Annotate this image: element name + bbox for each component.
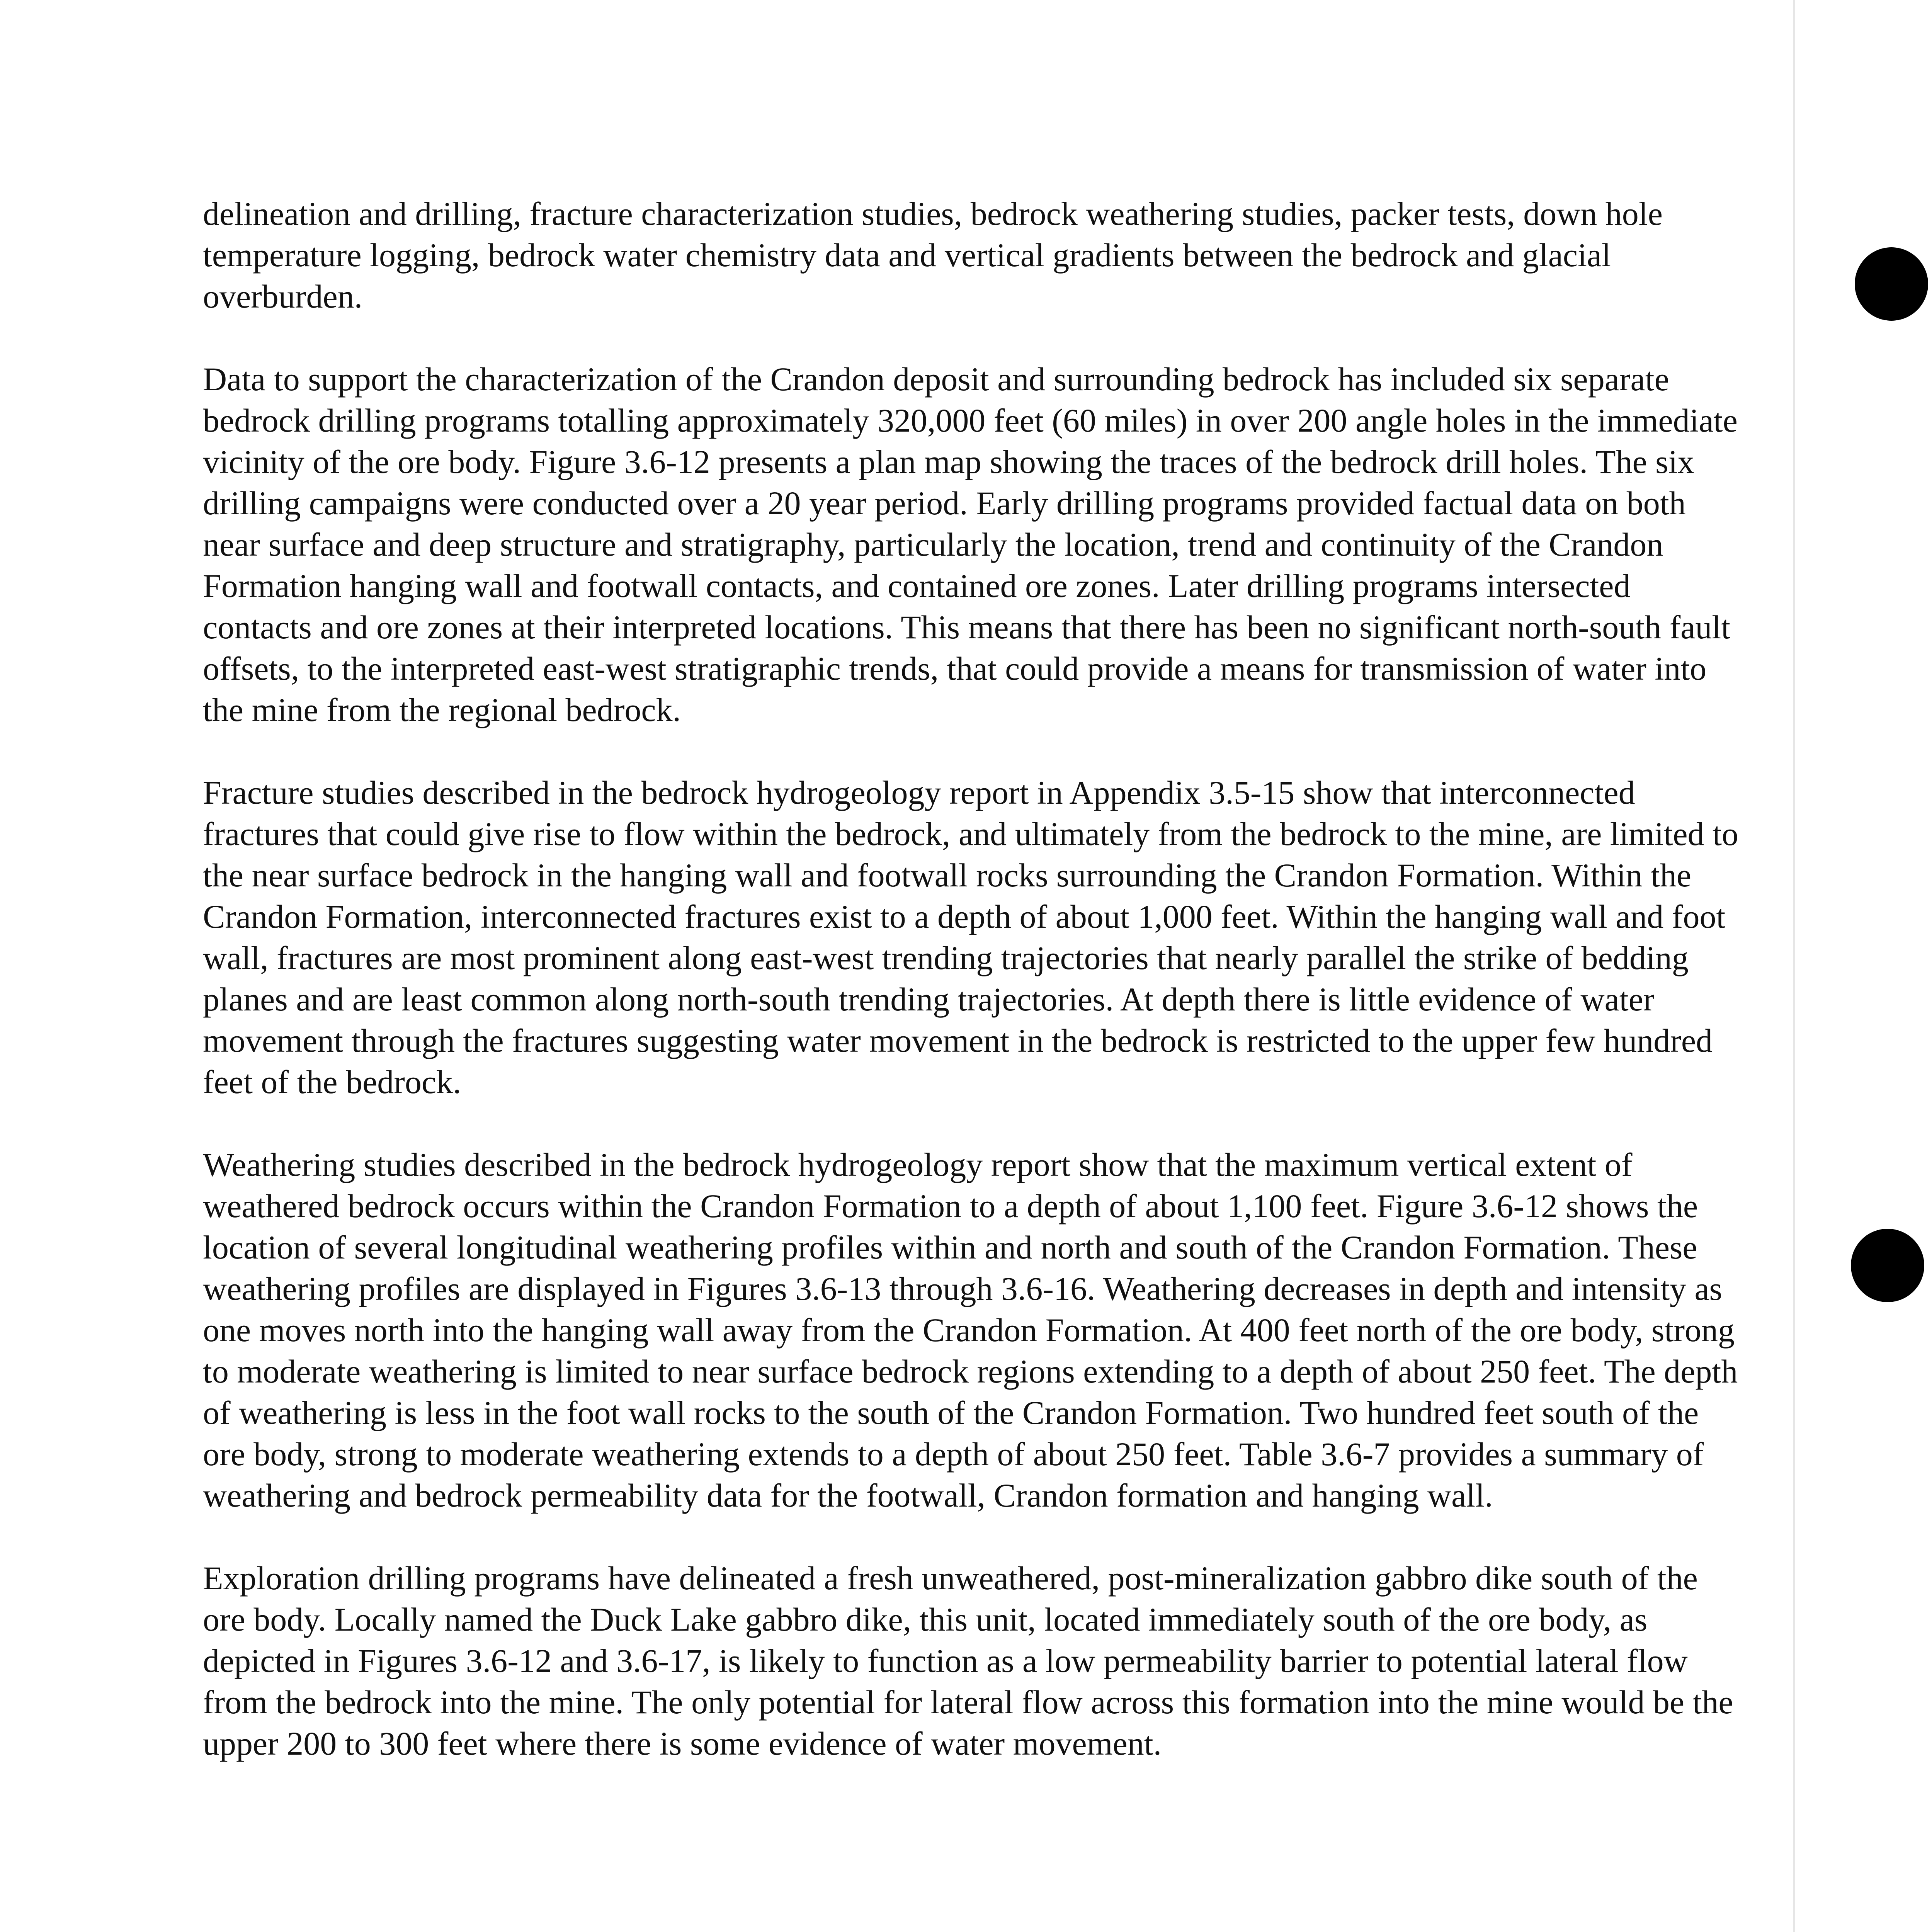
punch-hole-middle — [1851, 1229, 1924, 1302]
paragraph-3: Fracture studies described in the bedrock hydrogeology report in Appendix 3.5-15 show that interconnected fractures that could give rise to flow within the bedrock, and ultimately from the bedrock to the mine, are limited to the near surface bedrock in the hanging wall and footwall rocks surrounding the Crandon Formation. Within the Crandon Formation, interconnected fractures exist to a depth of about 1,000 feet. Within the hanging wall and foot wall, fractures are most prominent along east-west trending trajectories that nearly parallel the strike of bedding planes and are least common along north-south trending trajectories. At depth there is little evidence of water movement through the fractures suggesting water movement in the bedrock is restricted to the upper few hundred feet of the bedrock. — [203, 774, 1738, 1100]
paragraph-5: Exploration drilling programs have delineated a fresh unweathered, post-mineralization gabbro dike south of the ore body. Locally named the Duck Lake gabbro dike, this unit, located immediately south of the ore body, as depicted in Figures 3.6-12 and 3.6-17, is likely to function as a low permeability barrier to potential lateral flow from the bedrock into the mine. The only potential for lateral flow across this formation into the mine would be the upper 200 to 300 feet where there is some evidence of water movement. — [203, 1560, 1733, 1762]
page-edge-shadow — [1793, 0, 1795, 1932]
paragraph-1: delineation and drilling, fracture characterization studies, bedrock weathering studies, packer tests, down hole temperature logging, bedrock water chemistry data and vertical gradients between the bedrock and glacial overburden. — [203, 195, 1663, 315]
paragraph-2: Data to support the characterization of the Crandon deposit and surrounding bedrock has included six separate bedrock drilling programs totalling approximately 320,000 feet (60 miles) in over 200 angle holes in the immediate vicinity of the ore body. Figure 3.6-12 presents a plan map showing the traces of the bedrock drill holes. The six drilling campaigns were conducted over a 20 year period. Early drilling programs provided factual data on both near surface and deep structure and stratigraphy, particularly the location, trend and continuity of the Crandon Formation hanging wall and footwall contacts, and contained ore zones. Later drilling programs intersected contacts and ore zones at their interpreted locations. This means that there has been no significant north-south fault offsets, to the interpreted east-west stratigraphic trends, that could provide a means for transmission of water into the mine from the regional bedrock. — [203, 361, 1738, 728]
paragraph-4: Weathering studies described in the bedrock hydrogeology report show that the maximum vertical extent of weathered bedrock occurs within the Crandon Formation to a depth of about 1,100 feet. Figure 3.6-12 shows the location of several longitudinal weathering profiles within and north and south of the Crandon Formation. These weathering profiles are displayed in Figures 3.6-13 through 3.6-16. Weathering decreases in depth and intensity as one moves north into the hanging wall away from the Crandon Formation. At 400 feet north of the ore body, strong to moderate weathering is limited to near surface bedrock regions extending to a depth of about 250 feet. The depth of weathering is less in the foot wall rocks to the south of the Crandon Formation. Two hundred feet south of the ore body, strong to moderate weathering extends to a depth of about 250 feet. Table 3.6-7 provides a summary of weathering and bedrock permeability data for the footwall, Crandon formation and hanging wall. — [203, 1146, 1738, 1514]
punch-hole-top — [1855, 247, 1928, 321]
body-text — [203, 193, 1741, 1806]
